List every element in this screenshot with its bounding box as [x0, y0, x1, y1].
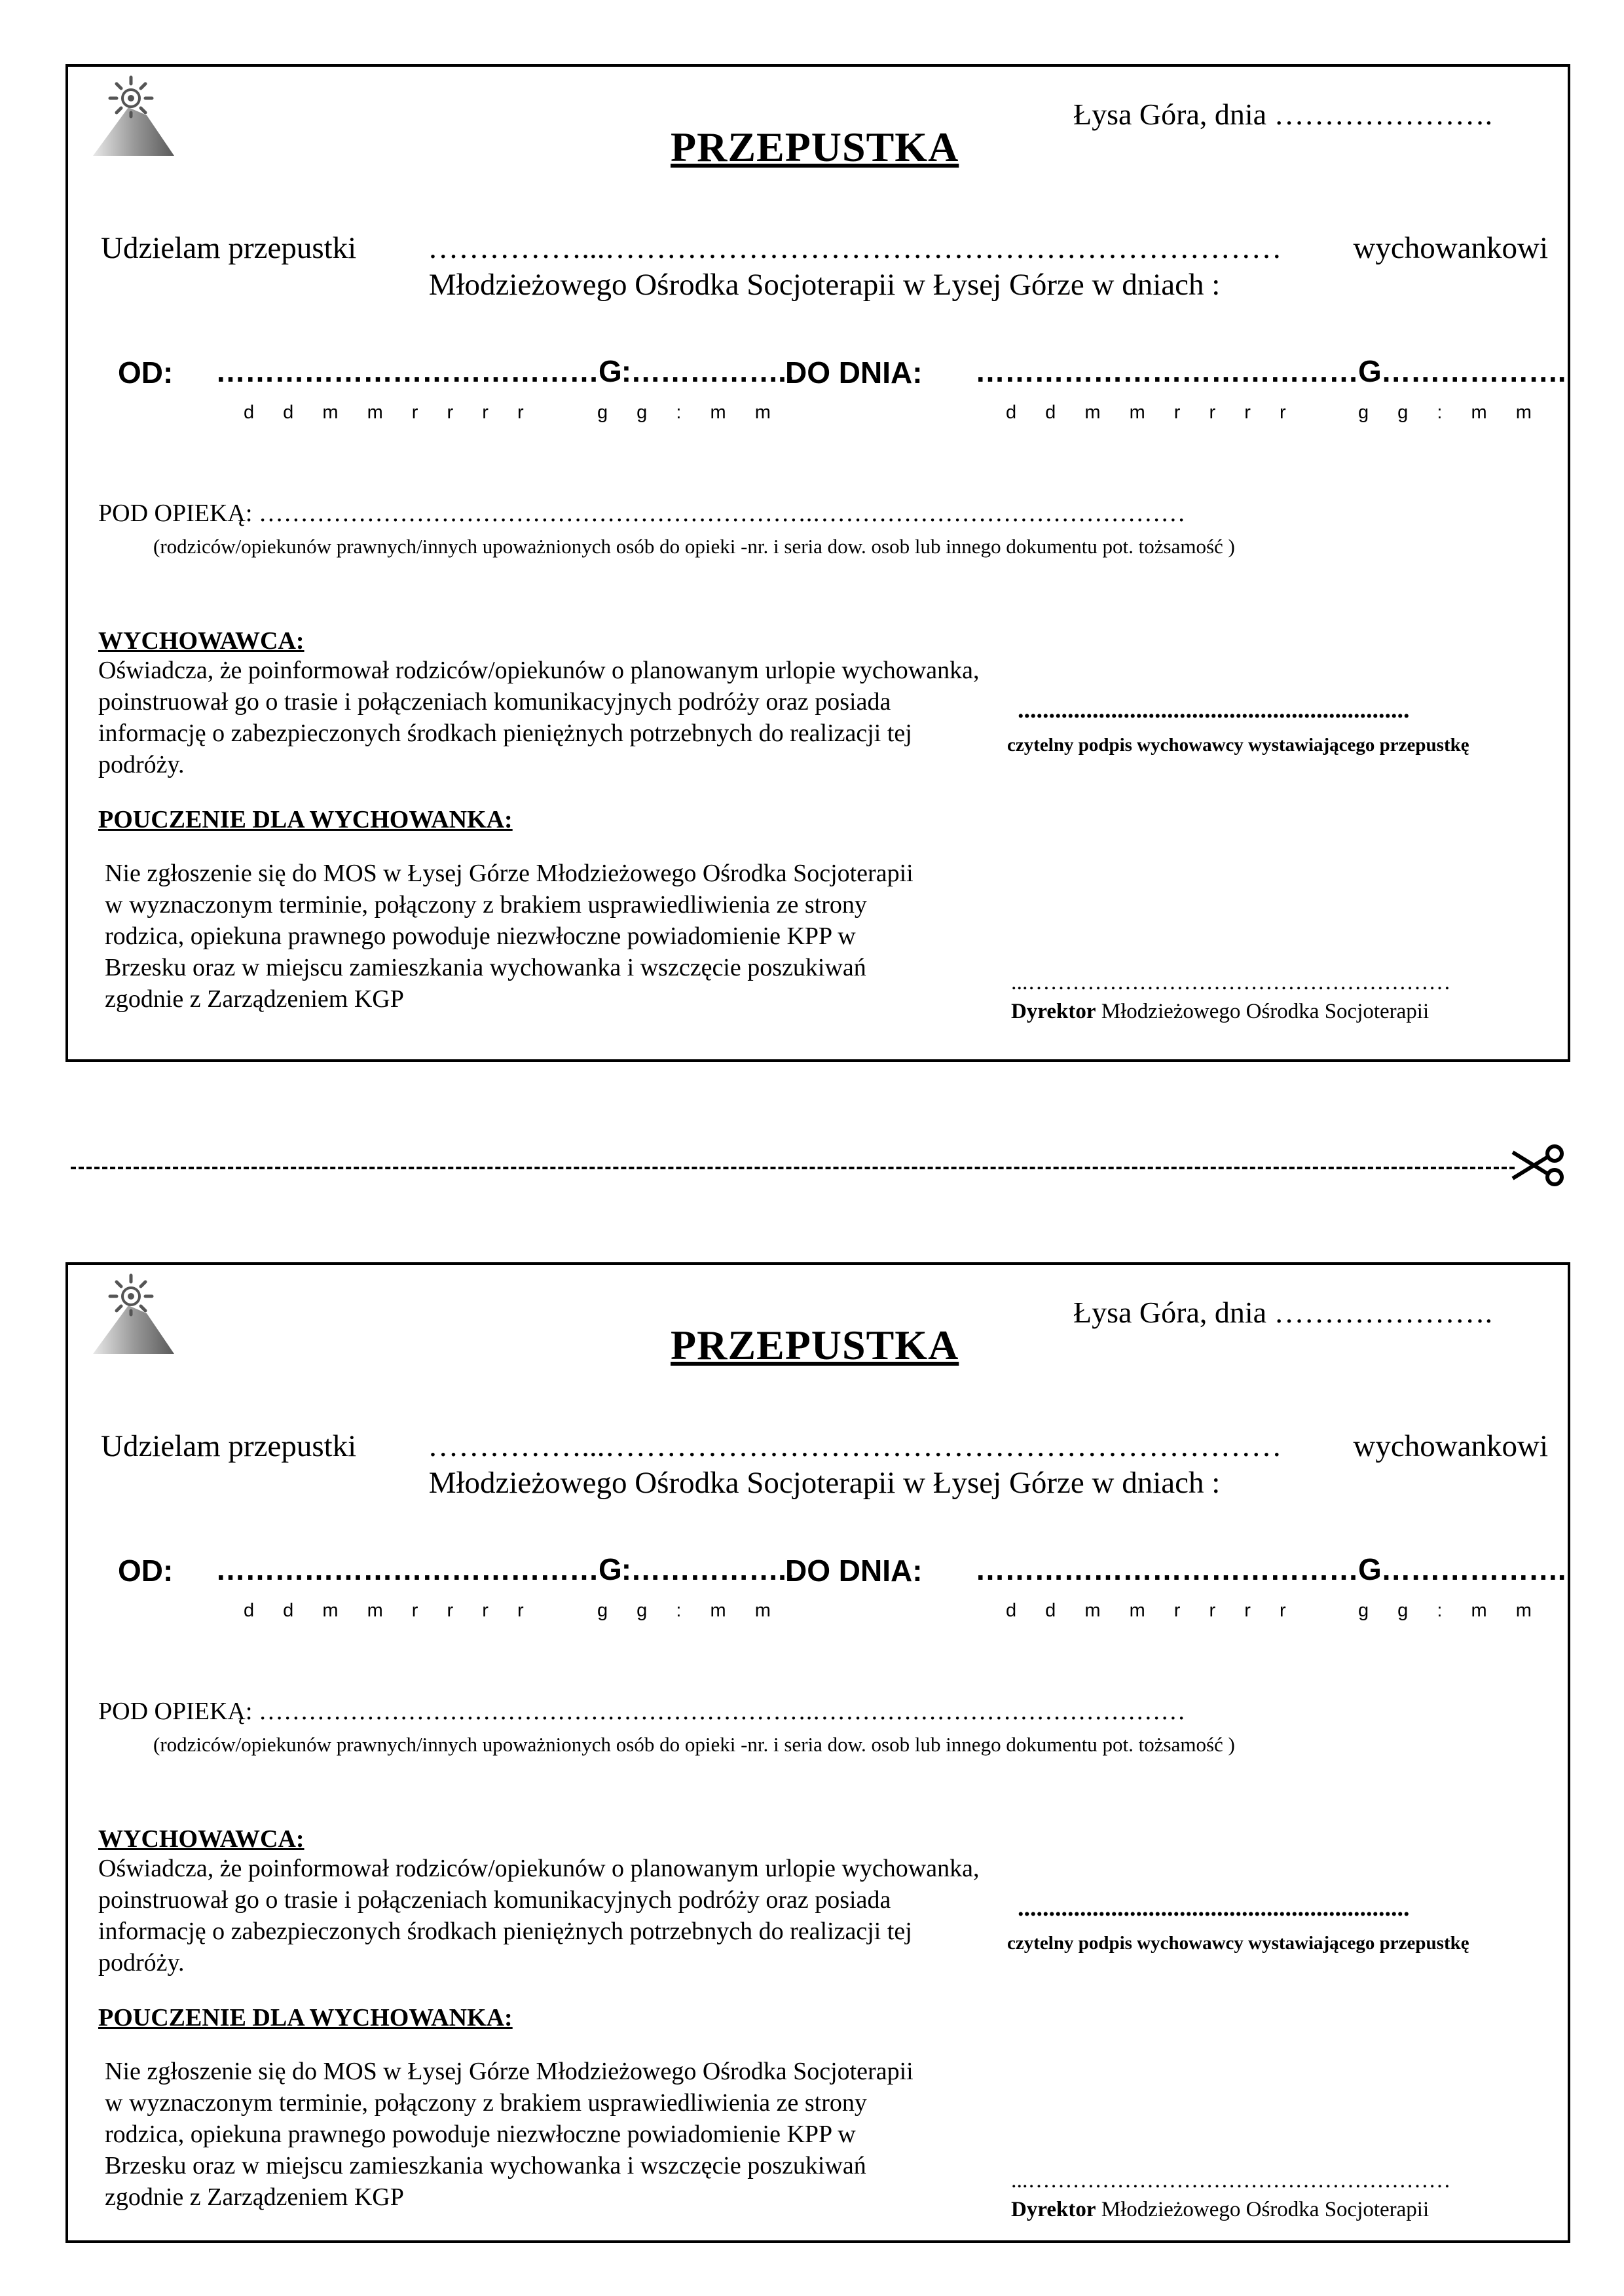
instruction-heading: POUCZENIE DLA WYCHOWANKA: [98, 806, 513, 833]
director-role: Dyrektor [1011, 2198, 1096, 2221]
grant-suffix: wychowankowi [1353, 231, 1548, 265]
from-date-time-field[interactable]: …………………………………G:…………….. [215, 354, 794, 388]
director-signature-label [1011, 2198, 1429, 2222]
grant-line-2: Młodzieżowego Ośrodka Socjoterapii w Łysej Górze w dniach : [428, 1466, 1221, 1500]
from-label: OD: [118, 355, 174, 390]
instruction-heading: POUCZENIE DLA WYCHOWANKA: [98, 2004, 513, 2032]
pass-copy-1 [68, 67, 1568, 1059]
from-time-format: g g : m m [597, 402, 783, 423]
educator-text: Oświadcza, że poinformował rodziców/opiekunów o planowanym urlopie wychowanka, poinstruował go o trasie i połączeniach komunikacyjnych podróży oraz posiada informację o zabezpieczonych środkach pieniężnych potrzebnych do realizacji tej podróży. [98, 1855, 980, 1977]
grant-statement [101, 1429, 1548, 1501]
sun-mountain-icon [88, 1271, 179, 1357]
instruction-text: Nie zgłoszenie się do MOS w Łysej Górze Młodzieżowego Ośrodka Socjoterapii w wyznaczonym terminie, połączony z brakiem usprawiedliwienia ze strony rodzica, opiekuna prawnego powoduje niezwłoczne powiadomienie KPP w Brzesku oraz w miejscu zamieszkania wychowanka i wszczęcie poszukiwań zgodnie z Zarządzeniem KGP [105, 860, 913, 1013]
student-name-field[interactable]: ……………...………………………………………………………… [428, 231, 1282, 265]
pass-title: PRZEPUSTKA [671, 1322, 959, 1368]
educator-signature-field[interactable]: ............................................................... [1018, 1894, 1410, 1922]
grant-statement [101, 230, 1548, 302]
place-date: Łysa Góra, dnia …………………. [1073, 98, 1493, 131]
place-date: Łysa Góra, dnia …………………. [1073, 1296, 1493, 1329]
director-signature-field[interactable]: ...………………………………………………… [1011, 2168, 1451, 2193]
grant-prefix: Udzielam przepustki [101, 1429, 357, 1463]
cut-line [71, 1167, 1515, 1169]
care-dots[interactable]: ………………………………………………………….……………………………………… [258, 500, 1186, 527]
from-date-time-field[interactable]: …………………………………G:…………….. [215, 1552, 794, 1586]
pass-copy-2 [68, 1265, 1568, 2238]
care-label: POD OPIEKĄ: [98, 500, 259, 527]
student-name-field[interactable]: ……………...………………………………………………………… [428, 1429, 1282, 1463]
director-role: Dyrektor [1011, 1000, 1096, 1023]
educator-signature-label: czytelny podpis wychowawcy wystawiającego przepustkę [1007, 735, 1469, 756]
care-hint: (rodziców/opiekunów prawnych/innych upoważnionych osób do opieki -nr. i seria dow. osob lub innego dokumentu pot. tożsamość ) [153, 1733, 1235, 1756]
to-time-format: g g : m m [1358, 1600, 1543, 1621]
grant-line-2: Młodzieżowego Ośrodka Socjoterapii w Łysej Górze w dniach : [428, 268, 1221, 302]
educator-signature-label: czytelny podpis wychowawcy wystawiającego przepustkę [1007, 1933, 1469, 1954]
to-date-time-field[interactable]: …………………………………G………………. [975, 1552, 1566, 1586]
to-date-format: d d m m r r r r [1006, 402, 1298, 423]
grant-suffix: wychowankowi [1353, 1429, 1548, 1463]
director-signature-label [1011, 1000, 1429, 1024]
educator-heading: WYCHOWAWCA: [98, 1825, 304, 1853]
pass-title: PRZEPUSTKA [671, 124, 959, 170]
from-date-format: d d m m r r r r [244, 402, 536, 423]
educator-heading: WYCHOWAWCA: [98, 627, 304, 655]
pass-divider-line [68, 1059, 1568, 1062]
care-label: POD OPIEKĄ: [98, 1698, 259, 1725]
from-label: OD: [118, 1554, 174, 1588]
care-hint: (rodziców/opiekunów prawnych/innych upoważnionych osób do opieki -nr. i seria dow. osob lub innego dokumentu pot. tożsamość ) [153, 535, 1235, 558]
sun-mountain-icon [88, 73, 179, 158]
director-org: Młodzieżowego Ośrodka Socjoterapii [1096, 1000, 1430, 1023]
to-date-format: d d m m r r r r [1006, 1600, 1298, 1621]
care-field [98, 1697, 1185, 1726]
educator-text: Oświadcza, że poinformował rodziców/opiekunów o planowanym urlopie wychowanka, poinstruował go o trasie i połączeniach komunikacyjnych podróży oraz posiada informację o zabezpieczonych środkach pieniężnych potrzebnych do realizacji tej podróży. [98, 657, 980, 778]
to-time-format: g g : m m [1358, 402, 1543, 423]
to-label: DO DNIA: [785, 1554, 923, 1588]
to-date-time-field[interactable]: …………………………………G………………. [975, 354, 1566, 388]
care-dots[interactable]: ………………………………………………………….……………………………………… [258, 1698, 1186, 1725]
care-field [98, 499, 1185, 528]
from-time-format: g g : m m [597, 1600, 783, 1621]
educator-signature-field[interactable]: ............................................................... [1018, 696, 1410, 723]
grant-prefix: Udzielam przepustki [101, 231, 357, 265]
scissors-icon [1506, 1139, 1572, 1192]
director-signature-field[interactable]: ...………………………………………………… [1011, 970, 1451, 994]
director-org: Młodzieżowego Ośrodka Socjoterapii [1096, 2198, 1430, 2221]
from-date-format: d d m m r r r r [244, 1600, 536, 1621]
to-label: DO DNIA: [785, 355, 923, 390]
instruction-text: Nie zgłoszenie się do MOS w Łysej Górze Młodzieżowego Ośrodka Socjoterapii w wyznaczonym terminie, połączony z brakiem usprawiedliwienia ze strony rodzica, opiekuna prawnego powoduje niezwłoczne powiadomienie KPP w Brzesku oraz w miejscu zamieszkania wychowanka i wszczęcie poszukiwań zgodnie z Zarządzeniem KGP [105, 2058, 913, 2211]
